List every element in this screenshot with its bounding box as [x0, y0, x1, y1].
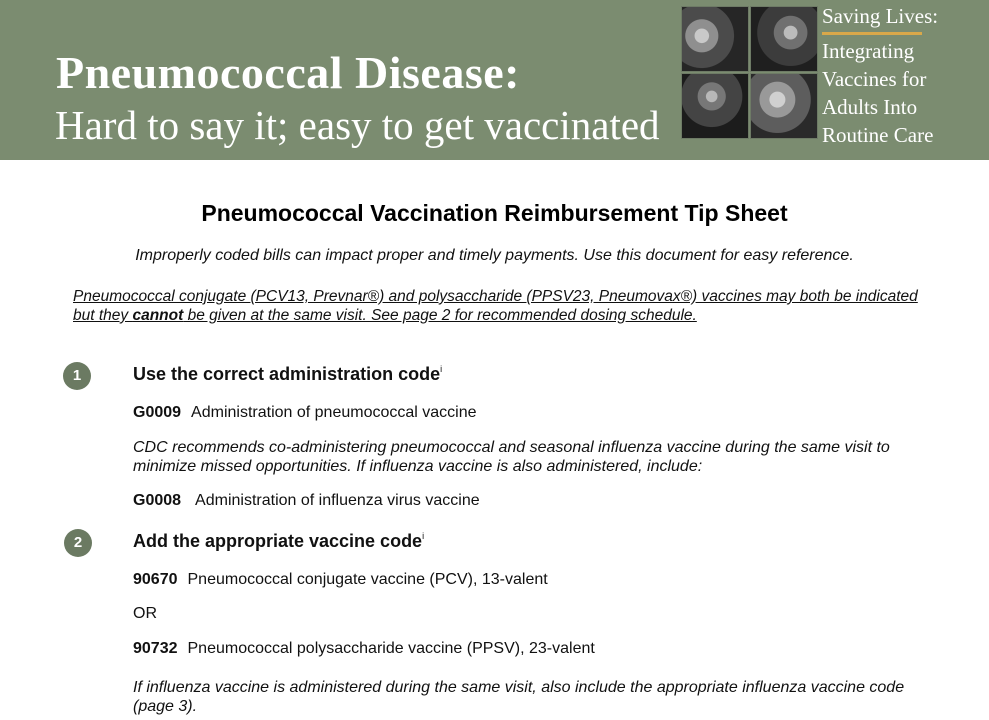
photo-group	[681, 73, 749, 139]
step-2-heading-text: Add the appropriate vaccine code	[133, 531, 423, 551]
code-description: Administration of pneumococcal vaccine	[191, 404, 477, 421]
campaign-line-4: Adults Into	[822, 95, 918, 119]
code-label: G0008	[133, 492, 182, 509]
vaccine-code-90670	[133, 571, 548, 589]
code-description: Administration of influenza virus vaccine	[195, 492, 480, 509]
admin-code-g0008	[133, 492, 480, 510]
code-description: Pneumococcal polysaccharide vaccine (PPSV), 23-valent	[187, 640, 595, 657]
or-separator: OR	[133, 605, 157, 622]
campaign-line-2: Integrating	[822, 39, 915, 63]
header-banner	[0, 0, 989, 160]
intro-text: Improperly coded bills can impact proper and timely payments. Use this document for easy reference.	[135, 247, 854, 264]
code-label: 90670	[133, 571, 178, 588]
code-label: 90732	[133, 640, 178, 657]
campaign-line-3: Vaccines for	[822, 67, 927, 91]
page-title: Pneumococcal Vaccination Reimbursement Tip Sheet	[201, 200, 788, 226]
step-1-footnote: i	[440, 364, 443, 374]
step-2-badge: 2	[64, 529, 92, 557]
banner-title: Pneumococcal Disease:	[56, 47, 520, 98]
warning-text-2: be given at the same visit. See page 2 for recommended dosing schedule.	[183, 307, 697, 324]
admin-code-g0009	[133, 404, 477, 422]
step-1-heading	[133, 364, 442, 385]
photo-seniors	[750, 73, 818, 139]
step-2-footnote: i	[422, 531, 425, 541]
photo-couple	[681, 6, 749, 72]
step-1-heading-text: Use the correct administration code	[133, 364, 441, 384]
step-2-heading	[133, 531, 424, 552]
code-label: G0009	[133, 404, 182, 421]
warning-emphasis: cannot	[132, 307, 184, 324]
banner-subtitle: Hard to say it; easy to get vaccinated	[55, 102, 660, 148]
vaccine-code-90732	[133, 640, 595, 658]
photo-collage	[681, 6, 816, 138]
step-1-note: CDC recommends co-administering pneumococcal and seasonal influenza vaccine during the same visit to minimize missed opportunities. If influenza vaccine is also administered, include:	[133, 439, 890, 475]
campaign-line-5: Routine Care	[822, 123, 934, 147]
campaign-tagline	[822, 2, 982, 149]
dosing-warning	[73, 287, 923, 325]
photo-family	[750, 6, 818, 72]
code-description: Pneumococcal conjugate vaccine (PCV), 13-valent	[187, 571, 548, 588]
accent-rule	[822, 32, 922, 35]
step-2-note: If influenza vaccine is administered during the same visit, also include the appropriate influenza vaccine code (page 3).	[133, 679, 905, 715]
step-1-badge: 1	[63, 362, 91, 390]
campaign-line-1: Saving Lives:	[822, 4, 939, 28]
warning-text-1: Pneumococcal conjugate (PCV13, Prevnar®) and polysaccharide (PPSV23, Pneumovax®) vaccines may both be indicated but they	[73, 288, 918, 324]
